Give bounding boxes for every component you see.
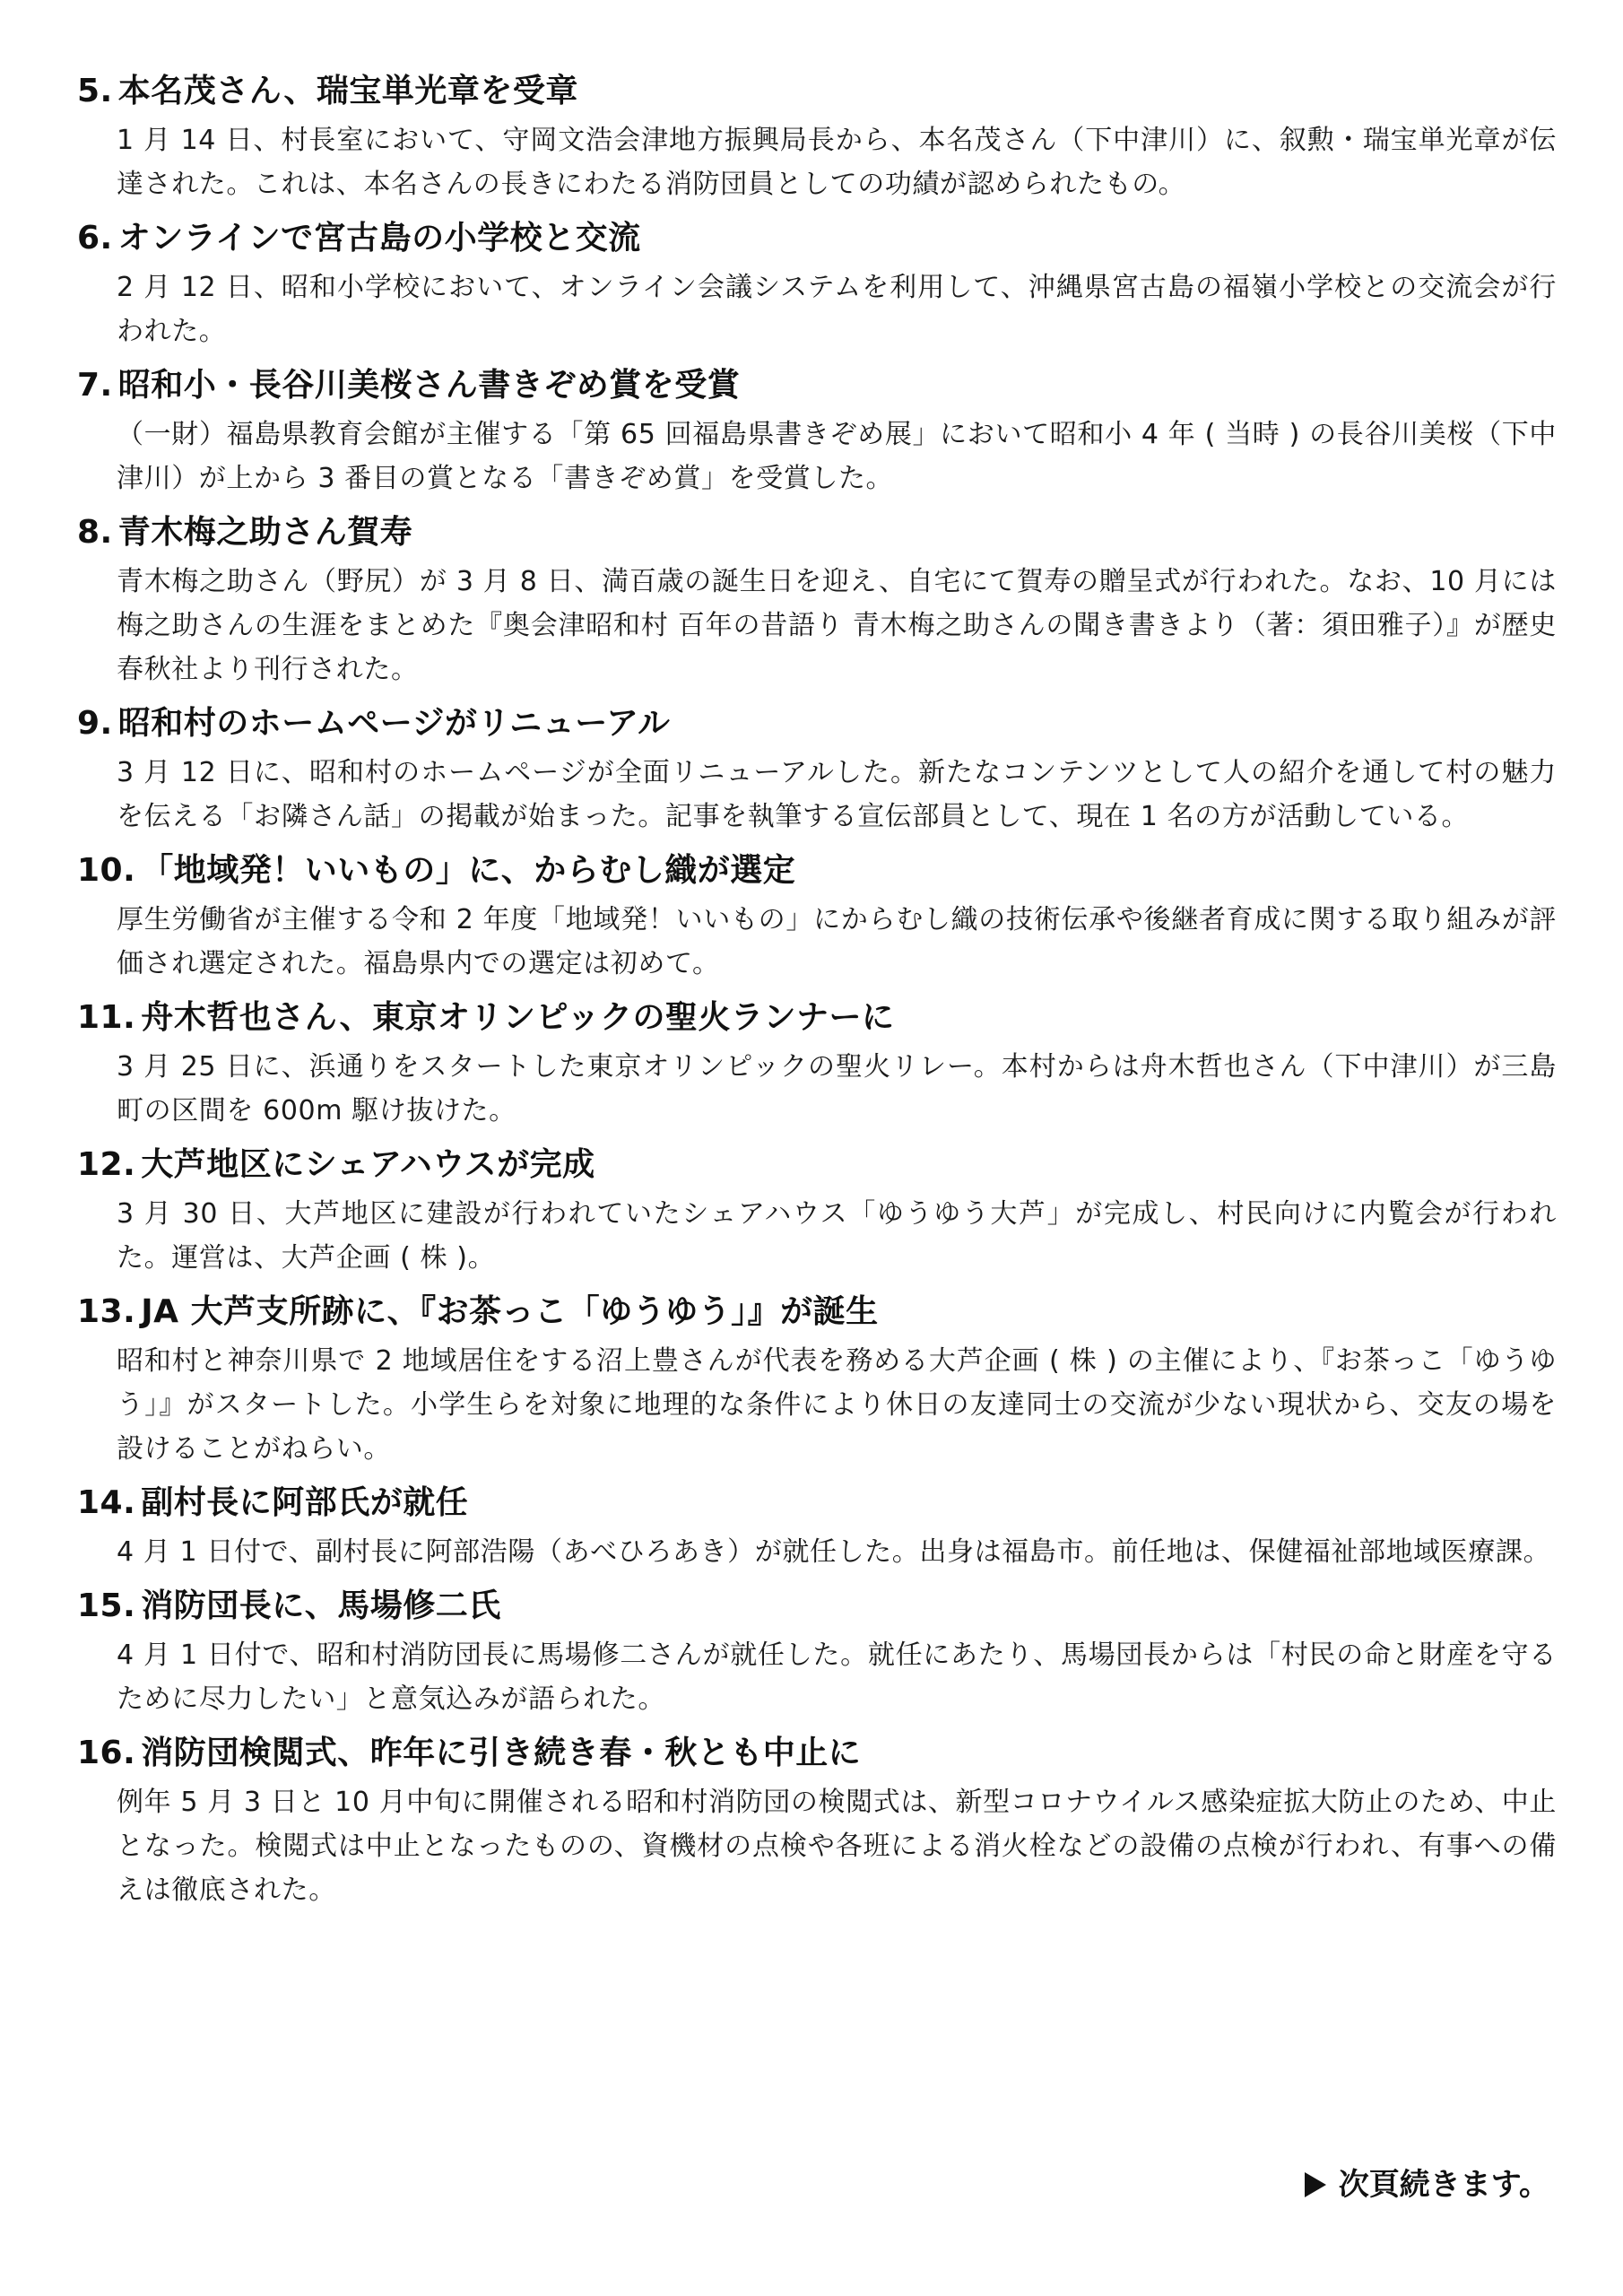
news-title: 本名茂さん、瑞宝単光章を受章 xyxy=(117,73,578,109)
news-title: 「地域発！いいもの」に、からむし織が選定 xyxy=(141,852,796,889)
news-heading xyxy=(77,1142,1557,1188)
news-heading xyxy=(77,509,1557,556)
news-body: 厚生労働省が主催する令和 2 年度「地域発！いいもの」にからむし織の技術伝承や後継者育成に関する取り組みが評価され選定された。福島県内での選定は初めて。 xyxy=(117,904,1557,979)
news-number: 11. xyxy=(77,999,136,1036)
continued-text: 次頁続きます。 xyxy=(1338,2167,1549,2203)
news-item xyxy=(77,215,1557,353)
news-item xyxy=(77,362,1557,500)
news-heading xyxy=(77,215,1557,262)
news-number: 9. xyxy=(77,705,113,742)
news-title: 青木梅之助さん賀寿 xyxy=(117,514,413,551)
triangle-right-icon xyxy=(1305,2172,1326,2197)
news-title: 消防団長に、馬場修二氏 xyxy=(141,1587,501,1624)
news-item xyxy=(77,1289,1557,1471)
news-body: （一財）福島県教育会館が主催する「第 65 回福島県書きぞめ展」において昭和小 4 年 ( 当時 ) の長谷川美桜（下中津川）が上から 3 番目の賞となる「書きぞめ賞」を受賞した。 xyxy=(117,419,1557,494)
news-title: 消防団検閲式、昨年に引き続き春・秋とも中止に xyxy=(141,1735,862,1771)
news-title: JA 大芦支所跡に、『お茶っこ「ゆうゆう」』が誕生 xyxy=(141,1293,879,1330)
news-body: 昭和村と神奈川県で 2 地域居住をする沼上豊さんが代表を務める大芦企画 ( 株 ) の主催により、『お茶っこ「ゆうゆう」』がスタートした。小学生らを対象に地理的な条件により休日の友達同士の交流が少ない現状から、交友の場を設けることがねらい。 xyxy=(117,1345,1557,1465)
news-item xyxy=(77,700,1557,839)
news-heading xyxy=(77,700,1557,747)
news-body: 2 月 12 日、昭和小学校において、オンライン会議システムを利用して、沖縄県宮古島の福嶺小学校との交流会が行われた。 xyxy=(117,272,1557,347)
news-number: 13. xyxy=(77,1293,136,1330)
news-heading xyxy=(77,1289,1557,1335)
news-heading xyxy=(77,362,1557,409)
news-number: 10. xyxy=(77,852,136,889)
news-title: 大芦地区にシェアハウスが完成 xyxy=(141,1146,595,1183)
news-heading xyxy=(77,1583,1557,1630)
news-title: オンラインで宮古島の小学校と交流 xyxy=(117,220,641,257)
news-number: 7. xyxy=(77,367,113,404)
news-item xyxy=(77,995,1557,1133)
news-heading xyxy=(77,995,1557,1041)
news-number: 16. xyxy=(77,1735,136,1771)
news-number: 5. xyxy=(77,73,113,109)
news-number: 14. xyxy=(77,1484,136,1521)
news-title: 副村長に阿部氏が就任 xyxy=(141,1484,469,1521)
news-body: 1 月 14 日、村長室において、守岡文浩会津地方振興局長から、本名茂さん（下中津川）に、叙勲・瑞宝単光章が伝達された。これは、本名さんの長きにわたる消防団員としての功績が認められたもの。 xyxy=(117,125,1557,200)
news-item xyxy=(77,68,1557,206)
news-body: 4 月 1 日付で、副村長に阿部浩陽（あべひろあき）が就任した。出身は福島市。前任地は、保健福祉部地域医療課。 xyxy=(117,1536,1551,1568)
news-number: 15. xyxy=(77,1587,136,1624)
news-item xyxy=(77,1730,1557,1912)
news-heading xyxy=(77,68,1557,115)
news-body: 3 月 30 日、大芦地区に建設が行われていたシェアハウス「ゆうゆう大芦」が完成し、村民向けに内覧会が行われた。運営は、大芦企画 ( 株 )。 xyxy=(117,1198,1557,1274)
news-item xyxy=(77,509,1557,691)
news-body: 例年 5 月 3 日と 10 月中旬に開催される昭和村消防団の検閲式は、新型コロナウイルス感染症拡大防止のため、中止となった。検閲式は中止となったものの、資機材の点検や各班による消火栓などの設備の点検が行われ、有事への備えは徹底された。 xyxy=(117,1787,1557,1906)
news-item xyxy=(77,1583,1557,1721)
news-title: 昭和村のホームページがリニューアル xyxy=(117,705,671,742)
news-number: 12. xyxy=(77,1146,136,1183)
news-list xyxy=(77,68,1557,1921)
news-item xyxy=(77,1142,1557,1280)
news-heading xyxy=(77,1730,1557,1777)
news-body: 3 月 12 日に、昭和村のホームページが全面リニューアルした。新たなコンテンツとして人の紹介を通して村の魅力を伝える「お隣さん話」の掲載が始まった。記事を執筆する宣伝部員として、現在 1 名の方が活動している。 xyxy=(117,757,1557,832)
news-title: 昭和小・長谷川美桜さん書きぞめ賞を受賞 xyxy=(117,367,741,404)
news-item xyxy=(77,848,1557,986)
news-number: 6. xyxy=(77,220,113,257)
continued-next-page xyxy=(1305,2163,1549,2206)
news-heading xyxy=(77,848,1557,894)
news-body: 3 月 25 日に、浜通りをスタートした東京オリンピックの聖火リレー。本村からは舟木哲也さん（下中津川）が三島町の区間を 600m 駆け抜けた。 xyxy=(117,1051,1557,1126)
news-title: 舟木哲也さん、東京オリンピックの聖火ランナーに xyxy=(141,999,895,1036)
news-item xyxy=(77,1480,1557,1574)
news-body: 青木梅之助さん（野尻）が 3 月 8 日、満百歳の誕生日を迎え、自宅にて賀寿の贈呈式が行われた。なお、10 月には梅之助さんの生涯をまとめた『奥会津昭和村 百年の昔語り 青木梅之助さんの聞き書きより（著：須田雅子）』が歴史春秋社より刊行された。 xyxy=(117,566,1557,685)
news-heading xyxy=(77,1480,1557,1526)
news-number: 8. xyxy=(77,514,113,551)
news-body: 4 月 1 日付で、昭和村消防団長に馬場修二さんが就任した。就任にあたり、馬場団長からは「村民の命と財産を守るために尽力したい」と意気込みが語られた。 xyxy=(117,1639,1557,1715)
